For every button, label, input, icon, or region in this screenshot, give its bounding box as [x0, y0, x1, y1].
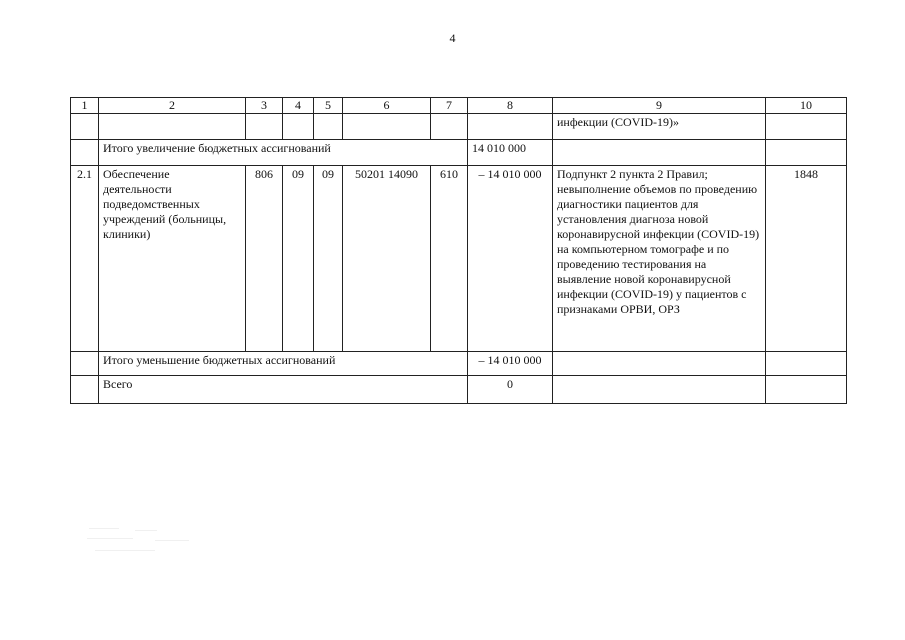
table-cell: [553, 376, 766, 404]
table-cell: [246, 114, 283, 140]
table-cell: [71, 352, 99, 376]
increase-total-label: Итого увеличение бюджетных ассигнований: [99, 140, 468, 166]
table-cell: [431, 114, 468, 140]
decrease-total-row: [71, 352, 847, 376]
decrease-total-amount: – 14 010 000: [468, 352, 553, 376]
header-col-3: 3: [246, 98, 283, 114]
item-row-2-1: [71, 166, 847, 352]
table-cell: [314, 114, 343, 140]
header-col-9: 9: [553, 98, 766, 114]
grand-total-row: [71, 376, 847, 404]
item-name: Обеспечение деятельности подведомственных учреждений (больницы, клиники): [99, 166, 246, 352]
item-reason: Подпункт 2 пункта 2 Правил; невыполнение объемов по проведению диагностики пациентов для установления диагноза новой коронавирусной инфекции (COVID-19) на компьютерном томографе и по проведению тестирования на выявление новой коронавирусной инфекции (COVID-19) у пациентов с признаками ОРВИ, ОРЗ: [553, 166, 766, 352]
increase-total-row: [71, 140, 847, 166]
scan-artifact: [85, 522, 205, 562]
item-number: 2.1: [71, 166, 99, 352]
header-col-1: 1: [71, 98, 99, 114]
grand-total-label: Всего: [99, 376, 468, 404]
table-cell: [71, 114, 99, 140]
table-cell: [343, 114, 431, 140]
budget-allocation-table: [70, 97, 847, 404]
header-col-7: 7: [431, 98, 468, 114]
item-col-3: 806: [246, 166, 283, 352]
table-cell: [71, 140, 99, 166]
page-number: 4: [449, 31, 456, 45]
item-col-6: 50201 14090: [343, 166, 431, 352]
item-col-7: 610: [431, 166, 468, 352]
item-col-4: 09: [283, 166, 314, 352]
table-cell: [71, 376, 99, 404]
item-col-10: 1848: [766, 166, 847, 352]
item-col-5: 09: [314, 166, 343, 352]
table-cell: [766, 140, 847, 166]
table-cell: [283, 114, 314, 140]
header-col-6: 6: [343, 98, 431, 114]
header-col-4: 4: [283, 98, 314, 114]
table-cell: [553, 352, 766, 376]
table-cell: [468, 114, 553, 140]
table-cell: [766, 376, 847, 404]
item-amount: – 14 010 000: [468, 166, 553, 352]
decrease-total-label: Итого уменьшение бюджетных ассигнований: [99, 352, 468, 376]
grand-total-amount: 0: [468, 376, 553, 404]
continuation-row: [71, 114, 847, 140]
header-col-8: 8: [468, 98, 553, 114]
header-col-5: 5: [314, 98, 343, 114]
table-header-row: [71, 98, 847, 114]
table-cell: [766, 114, 847, 140]
table-cell: [99, 114, 246, 140]
table-cell: [553, 140, 766, 166]
header-col-10: 10: [766, 98, 847, 114]
continuation-reason-cell: инфекции (COVID-19)»: [553, 114, 766, 140]
table-cell: [766, 352, 847, 376]
header-col-2: 2: [99, 98, 246, 114]
increase-total-amount: 14 010 000: [468, 140, 553, 166]
